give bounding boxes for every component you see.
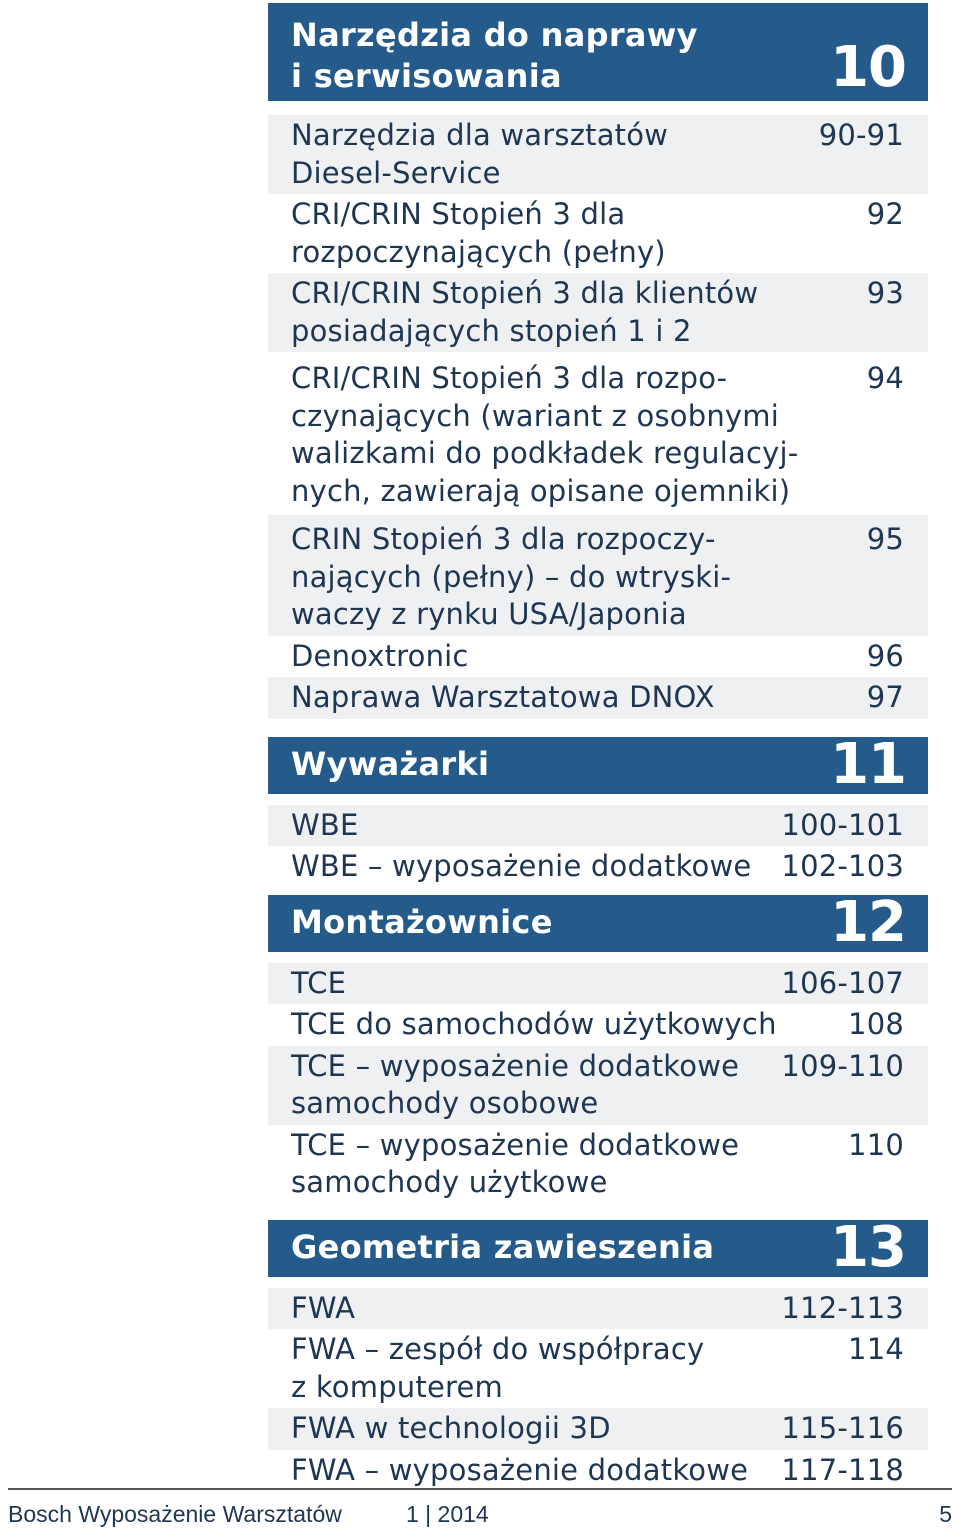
section-items — [268, 1288, 928, 1492]
item-label: Denoxtronic — [291, 638, 469, 673]
list-item[interactable] — [268, 1450, 928, 1492]
item-page: 112-113 — [781, 1290, 904, 1325]
list-item[interactable] — [268, 1288, 928, 1330]
list-item[interactable] — [268, 963, 928, 1005]
item-page: 100-101 — [781, 807, 904, 842]
section-items — [268, 963, 928, 1204]
item-page: 94 — [866, 361, 904, 395]
item-page: 90-91 — [818, 118, 904, 152]
section-tools — [268, 3, 928, 719]
section-number: 12 — [830, 889, 906, 955]
item-label: FWA w technologii 3D — [291, 1411, 611, 1445]
page-number: 5 — [939, 1501, 952, 1527]
item-label: FWA – wyposażenie dodatkowe — [291, 1452, 749, 1487]
section-title: Narzędzia do naprawy i serwisowania — [291, 16, 698, 95]
list-item[interactable] — [268, 846, 928, 888]
item-label: WBE – wyposażenie dodatkowe — [291, 849, 752, 883]
item-page: 114 — [848, 1332, 904, 1366]
list-item[interactable] — [268, 515, 928, 636]
list-item[interactable] — [268, 273, 928, 352]
item-page: 102-103 — [781, 849, 904, 883]
item-page: 108 — [848, 1007, 904, 1041]
list-item[interactable] — [268, 1046, 928, 1125]
section-header — [268, 731, 928, 797]
section-number: 13 — [830, 1214, 906, 1280]
footer-issue: 1 | 2014 — [406, 1501, 489, 1527]
item-label: TCE – wyposażenie dodatkowe samochody użytkowe — [291, 1127, 740, 1199]
item-label: Narzędzia dla warsztatów Diesel-Service — [291, 118, 669, 190]
item-page: 96 — [866, 638, 904, 673]
item-page: 109-110 — [781, 1048, 904, 1083]
item-label: FWA — [291, 1290, 356, 1325]
section-gap — [268, 1204, 928, 1220]
item-label: TCE do samochodów użytkowych — [291, 1007, 777, 1041]
item-label: CRI/CRIN Stopień 3 dla klientów posiadających stopień 1 i 2 — [291, 276, 759, 348]
item-page: 97 — [866, 680, 904, 714]
section-balancers — [268, 731, 928, 888]
item-page: 115-116 — [781, 1411, 904, 1445]
section-gap — [268, 888, 928, 895]
item-label: TCE – wyposażenie dodatkowe samochody osobowe — [291, 1048, 740, 1120]
item-label: CRI/CRIN Stopień 3 dla rozpoczynających (pełny) — [291, 197, 666, 269]
item-label: CRI/CRIN Stopień 3 dla rozpo- czynających (wariant z osobnymi walizkami do podkładek regulacyj- nych, zawierają opisane ojemniki) — [291, 361, 799, 508]
list-item[interactable] — [268, 352, 928, 515]
list-item[interactable] — [268, 194, 928, 273]
list-item[interactable] — [268, 1004, 928, 1046]
section-header — [268, 1214, 928, 1280]
section-gap — [268, 719, 928, 737]
item-page: 110 — [848, 1127, 904, 1162]
item-page: 92 — [866, 197, 904, 231]
page-footer — [8, 1488, 952, 1527]
item-label: CRIN Stopień 3 dla rozpoczy- nających (pełny) – do wtryski- waczy z rynku USA/Japonia — [291, 522, 732, 631]
item-page: 106-107 — [781, 965, 904, 1000]
section-tyre-changers — [268, 889, 928, 1204]
list-item[interactable] — [268, 677, 928, 719]
item-label: WBE — [291, 807, 359, 842]
item-page: 95 — [866, 522, 904, 556]
item-page: 93 — [866, 276, 904, 310]
section-title: Wyważarki — [291, 744, 490, 783]
item-label: FWA – zespół do współpracy z komputerem — [291, 1332, 705, 1404]
section-items — [268, 805, 928, 888]
section-header — [268, 889, 928, 955]
section-title: Geometria zawieszenia — [291, 1227, 715, 1266]
section-title: Montażownice — [291, 902, 553, 941]
section-number: 11 — [830, 731, 906, 797]
list-item[interactable] — [268, 1408, 928, 1450]
footer-publisher: Bosch Wyposażenie Warsztatów — [8, 1501, 342, 1527]
section-items — [268, 115, 928, 719]
list-item[interactable] — [268, 115, 928, 194]
section-number: 10 — [830, 35, 906, 100]
item-label: Naprawa Warsztatowa DNOX — [291, 680, 715, 714]
list-item[interactable] — [268, 1329, 928, 1408]
item-page: 117-118 — [781, 1452, 904, 1487]
item-label: TCE — [291, 965, 347, 1000]
table-of-contents — [268, 3, 928, 1491]
section-wheel-alignment — [268, 1214, 928, 1492]
list-item[interactable] — [268, 636, 928, 678]
section-header — [268, 3, 928, 101]
list-item[interactable] — [268, 1125, 928, 1204]
list-item[interactable] — [268, 805, 928, 847]
